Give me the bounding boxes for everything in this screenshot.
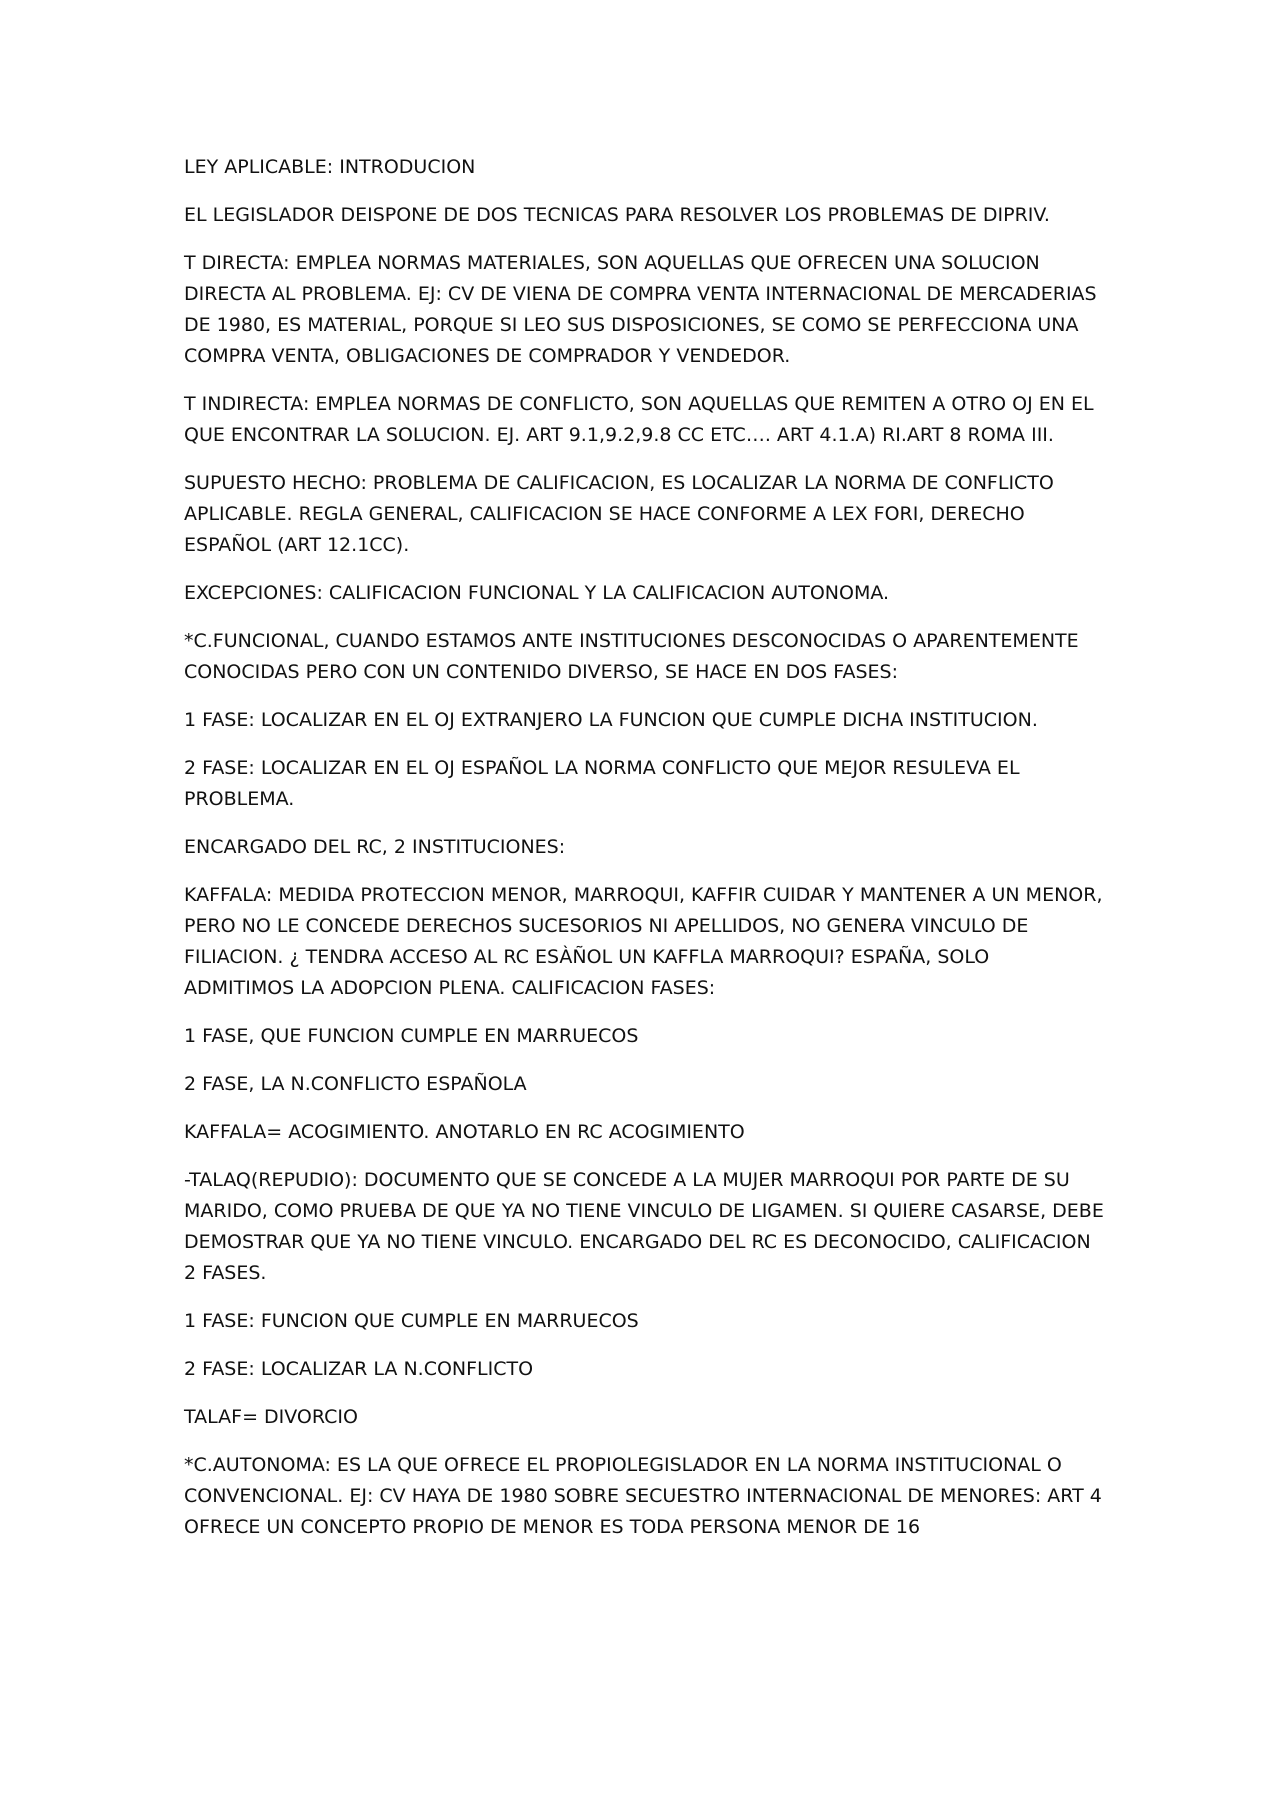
paragraph-supuesto-hecho: SUPUESTO HECHO: PROBLEMA DE CALIFICACION, ES LOCALIZAR LA NORMA DE CONFLICTO APLICABLE. REGLA GENERAL, CALIFICACION SE HACE CONFORME A LEX FORI, DERECHO ESPAÑOL (ART 12.1CC). (184, 472, 1054, 556)
paragraph-excepciones: EXCEPCIONES: CALIFICACION FUNCIONAL Y LA CALIFICACION AUTONOMA. (184, 582, 890, 604)
document-title: LEY APLICABLE: INTRODUCION (184, 156, 476, 178)
paragraph-fase-2: 2 FASE: LOCALIZAR EN EL OJ ESPAÑOL LA NORMA CONFLICTO QUE MEJOR RESULEVA EL PROBLEMA. (184, 757, 1020, 810)
paragraph-calificacion-funcional: *C.FUNCIONAL, CUANDO ESTAMOS ANTE INSTITUCIONES DESCONOCIDAS O APARENTEMENTE CONOCIDAS PERO CON UN CONTENIDO DIVERSO, SE HACE EN DOS FASES: (184, 630, 1079, 683)
paragraph-tecnica-indirecta: T INDIRECTA: EMPLEA NORMAS DE CONFLICTO, SON AQUELLAS QUE REMITEN A OTRO OJ EN EL QUE ENCONTRAR LA SOLUCION. EJ. ART 9.1,9.2,9.8 CC ETC…. ART 4.1.A) RI.ART 8 ROMA III. (184, 393, 1094, 446)
paragraph-kaffala: KAFFALA: MEDIDA PROTECCION MENOR, MARROQUI, KAFFIR CUIDAR Y MANTENER A UN MENOR, PERO NO LE CONCEDE DERECHOS SUCESORIOS NI APELLIDOS, NO GENERA VINCULO DE FILIACION. ¿ TENDRA ACCESO AL RC ESÀÑOL UN KAFFLA MARROQUI? ESPAÑA, SOLO ADMITIMOS LA ADOPCION PLENA. CALIFICACION FASES: (184, 884, 1103, 999)
paragraph-kaffala-acogimiento: KAFFALA= ACOGIMIENTO. ANOTARLO EN RC ACOGIMIENTO (184, 1121, 745, 1143)
paragraph-encargado-rc: ENCARGADO DEL RC, 2 INSTITUCIONES: (184, 836, 566, 858)
paragraph-kaffala-fase-2: 2 FASE, LA N.CONFLICTO ESPAÑOLA (184, 1073, 527, 1095)
paragraph-intro: EL LEGISLADOR DEISPONE DE DOS TECNICAS PARA RESOLVER LOS PROBLEMAS DE DIPRIV. (184, 204, 1050, 226)
paragraph-talaq: -TALAQ(REPUDIO): DOCUMENTO QUE SE CONCEDE A LA MUJER MARROQUI POR PARTE DE SU MARIDO, COMO PRUEBA DE QUE YA NO TIENE VINCULO DE LIGAMEN. SI QUIERE CASARSE, DEBE DEMOSTRAR QUE YA NO TIENE VINCULO. ENCARGADO DEL RC ES DECONOCIDO, CALIFICACION 2 FASES. (184, 1169, 1104, 1284)
paragraph-talaq-fase-2: 2 FASE: LOCALIZAR LA N.CONFLICTO (184, 1358, 534, 1380)
paragraph-fase-1: 1 FASE: LOCALIZAR EN EL OJ EXTRANJERO LA FUNCION QUE CUMPLE DICHA INSTITUCION. (184, 709, 1038, 731)
paragraph-talaq-fase-1: 1 FASE: FUNCION QUE CUMPLE EN MARRUECOS (184, 1310, 639, 1332)
paragraph-tecnica-directa: T DIRECTA: EMPLEA NORMAS MATERIALES, SON AQUELLAS QUE OFRECEN UNA SOLUCION DIRECTA AL PROBLEMA. EJ: CV DE VIENA DE COMPRA VENTA INTERNACIONAL DE MERCADERIAS DE 1980, ES MATERIAL, PORQUE SI LEO SUS DISPOSICIONES, SE COMO SE PERFECCIONA UNA COMPRA VENTA, OBLIGACIONES DE COMPRADOR Y VENDEDOR. (184, 252, 1097, 367)
paragraph-talaf-divorcio: TALAF= DIVORCIO (184, 1406, 358, 1428)
paragraph-calificacion-autonoma: *C.AUTONOMA: ES LA QUE OFRECE EL PROPIOLEGISLADOR EN LA NORMA INSTITUCIONAL O CONVENCIONAL. EJ: CV HAYA DE 1980 SOBRE SECUESTRO INTERNACIONAL DE MENORES: ART 4 OFRECE UN CONCEPTO PROPIO DE MENOR ES TODA PERSONA MENOR DE 16 (184, 1454, 1102, 1538)
paragraph-kaffala-fase-1: 1 FASE, QUE FUNCION CUMPLE EN MARRUECOS (184, 1025, 639, 1047)
document-body (184, 152, 1104, 1560)
